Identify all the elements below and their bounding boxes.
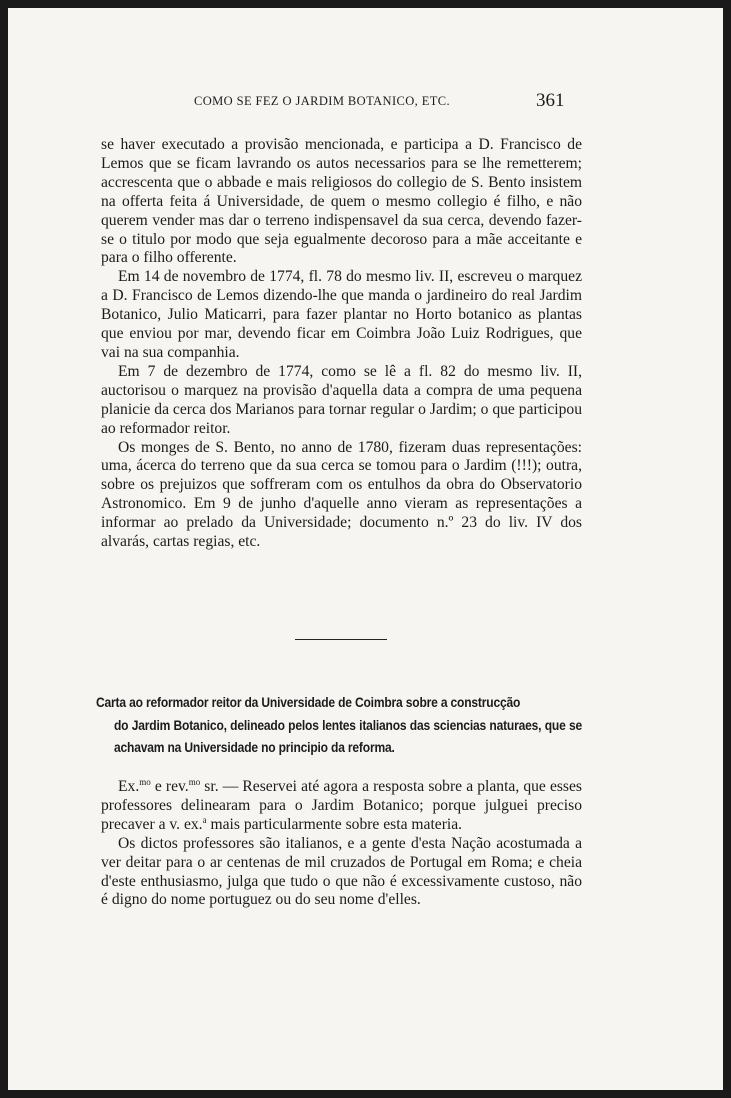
paragraph-november-1774: Em 14 de novembro de 1774, fl. 78 do mesmo liv. II, escreveu o marquez a D. Francisco de Lemos dizendo-lhe que manda o jardineiro do real Jardim Botanico, Julio Maticarri, para fazer plantar no Horto botanico as plantas que enviou por mar, devendo ficar em Coimbra João Luiz Rodrigues, que vai na sua companhia. <box>101 268 582 361</box>
superscript-mo-1: mo <box>139 777 151 787</box>
letter-paragraph-2: Os dictos professores são italianos, e a gente d'esta Nação acostumada a ver deitar para o ar centenas de mil cruzados de Portugal em Roma; e cheia d'este enthusiasmo, julga que tudo o que não é excessivamente custoso, não é digno do nome portuguez ou do seu nome d'elles. <box>101 834 582 909</box>
paragraph-continuation: se haver executado a provisão mencionada, e participa a D. Francisco de Lemos que se ficam lavrando os autos necessarios para se lhe remetterem; accrescenta que o abbade e mais religiosos do collegio de S. Bento insistem na offerta feita á Universidade, de quem o mesmo collegio é filho, e não querem vender mas dar o terreno indispensavel da sua cerca, devendo fazer-se o titulo por modo que seja egualmente decoroso para a mãe acceitante e para o filho offerente. <box>101 136 582 267</box>
letter-heading-line-1: Carta ao reformador reitor da Universidade de Coimbra sobre a construcção <box>96 695 521 710</box>
salutation-ex: Ex. <box>118 778 140 795</box>
body-section-1 <box>101 136 582 552</box>
letter-paragraph-1 <box>101 778 582 835</box>
superscript-mo-2: mo <box>188 777 201 787</box>
book-page <box>8 8 723 1090</box>
paragraph-monks-1780: Os monges de S. Bento, no anno de 1780, fizeram duas representações: uma, ácerca do terreno que da sua cerca se tomou para o Jardim (!!!); outra, sobre os prejuizos que soffreram com os entulhos da obra do Observatorio Astronomico. Em 9 de junho d'aquelle anno vieram as representações a informar ao prelado da Universidade; documento n.º 23 do liv. IV dos alvarás, cartas regias, etc. <box>101 438 582 551</box>
superscript-a: a <box>202 814 207 825</box>
section-divider <box>295 639 387 640</box>
letter-heading <box>96 692 582 760</box>
letter-text-b: mais particularmente sobre esta materia. <box>206 815 463 833</box>
body-section-2 <box>101 778 582 910</box>
letter-text-a: sr. — Reservei até agora a resposta sobre a planta, que esses professores delinearam para o Jardim Botanico; porque julguei preciso precaver a v. ex. <box>101 778 582 833</box>
salutation-rev: e rev. <box>150 778 189 795</box>
running-title: COMO SE FEZ O JARDIM BOTANICO, ETC. <box>194 94 451 108</box>
paragraph-december-1774: Em 7 de dezembro de 1774, como se lê a fl. 82 do mesmo liv. II, auctorisou o marquez na provisão d'aquella data a compra de uma pequena planicie da cerca dos Marianos para tornar regular o Jardim; o que participou ao reformador reitor. <box>101 362 582 437</box>
running-head <box>8 90 723 112</box>
page-number: 361 <box>536 90 565 111</box>
letter-heading-line-2: do Jardim Botanico, delineado pelos lentes italianos das sciencias naturaes, que se achavam na Universidade no principio da reforma. <box>114 717 582 755</box>
